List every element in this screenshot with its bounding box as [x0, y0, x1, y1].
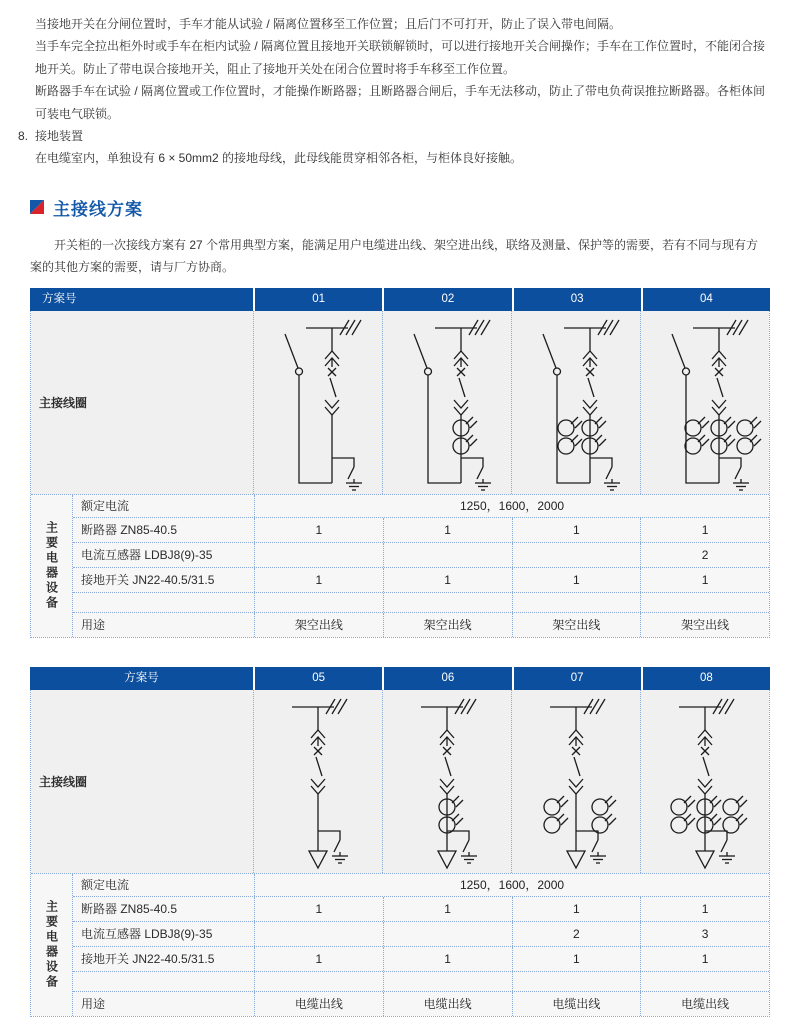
- table1-diagram-label: 主接线圈: [39, 395, 88, 410]
- value-cell: [254, 922, 383, 946]
- row-label: 额定电流: [81, 878, 130, 893]
- value-cell: 1: [640, 947, 769, 971]
- table1-body: [30, 311, 770, 638]
- table1-header-col-04: 04: [643, 288, 770, 311]
- table2-header-col-08: 08: [643, 667, 770, 690]
- scheme-01-cell: [253, 311, 382, 494]
- value-cell: 1: [383, 568, 512, 592]
- value-cell: 1: [640, 518, 769, 542]
- rated-current-value: 1250，1600，2000: [254, 874, 769, 896]
- section-intro: 开关柜的一次接线方案有 27 个常用典型方案，能满足用户电缆进出线、架空进出线，联络及测量、保护等的需要，若有不同与现有方案的其他方案的需要，请与厂方协商。: [30, 237, 759, 275]
- scheme-table-05-08: [30, 667, 770, 1017]
- table2-row-ct: [73, 921, 769, 946]
- table2-row-rated-current: [73, 874, 769, 896]
- value-cell: 1: [383, 897, 512, 921]
- value-cell: 1: [512, 947, 641, 971]
- value-cell: [383, 543, 512, 567]
- table2-row-usage: [73, 991, 769, 1016]
- value-cell: 1: [512, 568, 641, 592]
- interlock-text-block: [0, 0, 800, 170]
- table1-row-earth-switch: [73, 567, 769, 592]
- table1-row-rated-current: [73, 495, 769, 517]
- table2-row-earth-switch: [73, 946, 769, 971]
- list-label: 接地装置: [35, 129, 84, 144]
- scheme-05-diagram: [254, 691, 382, 871]
- table2-spec-area: [31, 873, 769, 1016]
- table1-header-row: [30, 288, 770, 311]
- value-cell: 2: [640, 543, 769, 567]
- scheme-02-cell: [382, 311, 511, 494]
- list-item-8: [18, 125, 770, 147]
- red-triangle-icon: [30, 200, 44, 214]
- scheme-04-diagram: [641, 312, 769, 492]
- table2-header-col-05: 05: [255, 667, 382, 690]
- value-cell: 2: [512, 922, 641, 946]
- value-cell: 1: [254, 897, 383, 921]
- table2-header-col-06: 06: [384, 667, 511, 690]
- table1-vertical-label: 主要电器设备: [44, 520, 59, 611]
- usage-cell: 电缆出线: [254, 992, 383, 1016]
- section-header: [30, 195, 800, 220]
- table1-vertical-label-cell: [31, 495, 73, 637]
- paragraph-earthing-switch: 当接地开关在分闸位置时，手车才能从试验 / 隔离位置移至工作位置；且后门不可打开，防止了误入带电间隔。: [35, 17, 622, 31]
- table1-header-col-02: 02: [384, 288, 511, 311]
- value-cell: 1: [254, 518, 383, 542]
- table1-row-empty: [73, 592, 769, 612]
- table2-row-breaker: [73, 896, 769, 921]
- value-cell: 1: [640, 568, 769, 592]
- value-cell: 3: [640, 922, 769, 946]
- table1-header-col-03: 03: [514, 288, 641, 311]
- table2-header-row: [30, 667, 770, 690]
- value-cell: 1: [512, 897, 641, 921]
- table2-spec-rows: [73, 874, 769, 1016]
- table1-spec-area: [31, 494, 769, 637]
- table1-header-col-01: 01: [255, 288, 382, 311]
- row-label: 用途: [81, 997, 106, 1012]
- scheme-table-01-04: [30, 288, 770, 638]
- usage-cell: 电缆出线: [383, 992, 512, 1016]
- table1-spec-rows: [73, 495, 769, 637]
- table2-diagram-label: 主接线圈: [39, 774, 88, 789]
- table1-row-ct: [73, 542, 769, 567]
- table1-row-breaker: [73, 517, 769, 542]
- row-label: [73, 593, 254, 612]
- usage-cell: 架空出线: [254, 613, 383, 637]
- scheme-06-cell: [382, 690, 511, 873]
- value-cell: 1: [254, 568, 383, 592]
- scheme-01-diagram: [254, 312, 382, 492]
- paragraph-grounding-bus: 在电缆室内，单独设有 6 × 50mm2 的接地母线，此母线能贯穿相邻各柜，与柜体良好接触。: [35, 151, 523, 166]
- scheme-08-cell: [640, 690, 769, 873]
- scheme-03-diagram: [512, 312, 640, 492]
- table2-vertical-label: 主要电器设备: [44, 899, 59, 990]
- usage-cell: 架空出线: [383, 613, 512, 637]
- usage-cell: 架空出线: [640, 613, 769, 637]
- table2-row-empty: [73, 971, 769, 991]
- table2-header-scheme-no: 方案号: [30, 667, 253, 690]
- row-label: 额定电流: [81, 499, 130, 514]
- row-label: 断路器 ZN85-40.5: [81, 902, 178, 917]
- table1-row-usage: [73, 612, 769, 637]
- table1-diagram-row: [31, 311, 769, 494]
- table1-header-scheme-no: 方案号: [30, 288, 253, 311]
- row-label: [73, 972, 254, 991]
- table2-vertical-label-cell: [31, 874, 73, 1016]
- scheme-05-cell: [253, 690, 382, 873]
- value-cell: 1: [640, 897, 769, 921]
- table2-header-col-07: 07: [514, 667, 641, 690]
- row-label: 电流互感器 LDBJ8(9)-35: [81, 927, 213, 942]
- row-label: 用途: [81, 618, 106, 633]
- rated-current-value: 1250，1600，2000: [254, 495, 769, 517]
- section-corner-square-icon: [30, 200, 44, 214]
- row-label: 电流互感器 LDBJ8(9)-35: [81, 548, 213, 563]
- value-cell: 1: [512, 518, 641, 542]
- scheme-06-diagram: [383, 691, 511, 871]
- value-cell: [512, 543, 641, 567]
- table2-body: [30, 690, 770, 1017]
- usage-cell: 电缆出线: [640, 992, 769, 1016]
- usage-cell: 电缆出线: [512, 992, 641, 1016]
- scheme-04-cell: [640, 311, 769, 494]
- value-cell: 1: [254, 947, 383, 971]
- scheme-08-diagram: [641, 691, 769, 871]
- scheme-07-diagram: [512, 691, 640, 871]
- value-cell: [383, 922, 512, 946]
- row-label: 断路器 ZN85-40.5: [81, 523, 178, 538]
- scheme-02-diagram: [383, 312, 511, 492]
- table2-diagram-row: [31, 690, 769, 873]
- value-cell: 1: [383, 518, 512, 542]
- paragraph-truck-position: 当手车完全拉出柜外时或手车在柜内试验 / 隔离位置且接地开关联锁解锁时，可以进行接地开关合闸操作；手车在工作位置时，不能闭合接地开关。防止了带电误合接地开关，阻止了接地开关处在闭合位置时将手车移至工作位置。: [35, 39, 766, 76]
- row-label: 接地开关 JN22-40.5/31.5: [81, 952, 215, 967]
- value-cell: [254, 543, 383, 567]
- paragraph-breaker-truck: 断路器手车在试验 / 隔离位置或工作位置时，才能操作断路器；且断路器合闸后，手车无法移动，防止了带电负荷误推拉断路器。各柜体间可装电气联锁。: [35, 84, 766, 121]
- scheme-03-cell: [511, 311, 640, 494]
- list-number: 8.: [18, 129, 29, 144]
- scheme-07-cell: [511, 690, 640, 873]
- value-cell: 1: [383, 947, 512, 971]
- usage-cell: 架空出线: [512, 613, 641, 637]
- section-title: 主接线方案: [53, 199, 143, 219]
- row-label: 接地开关 JN22-40.5/31.5: [81, 573, 215, 588]
